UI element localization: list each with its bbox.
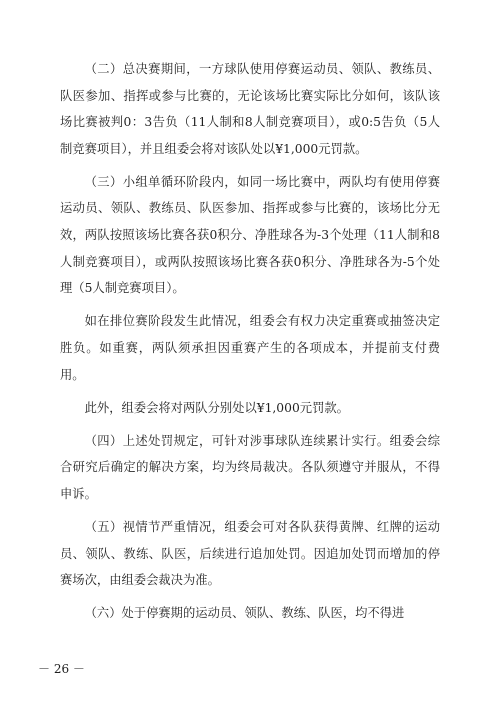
paragraph-ranking-stage: 如在排位赛阶段发生此情况，组委会有权力决定重赛或抽签决定胜负。如重赛，两队须承担因重赛产生的各项成本，并提前支付费用。	[60, 314, 440, 382]
document-body	[60, 56, 440, 633]
paragraph-penalty-6: （六）处于停赛期的运动员、领队、教练、队医，均不得进	[84, 606, 405, 621]
paragraph-penalty-2: （二）总决赛期间，一方球队使用停赛运动员、领队、教练员、队医参加、指挥或参与比赛的，无论该场比赛实际比分如何，该队该场比赛被判0：3告负（11人制和8人制竞赛项目），或0:5告负（5人制竞赛项目），并且组委会将对该队处以¥1,000元罚款。	[60, 62, 440, 156]
page-number: － 26 －	[38, 662, 85, 676]
paragraph-penalty-5: （五）视情节严重情况，组委会可对各队获得黄牌、红牌的运动员、领队、教练、队医，后续进行追加处罚。因追加处罚而增加的停赛场次，由组委会裁决为准。	[60, 520, 440, 588]
paragraph-fine: 此外，组委会将对两队分别处以¥1,000元罚款。	[84, 400, 349, 415]
paragraph-penalty-3: （三）小组单循环阶段内，如同一场比赛中，两队均有使用停赛运动员、领队、教练员、队医参加、指挥或参与比赛的，该场比分无效，两队按照该场比赛各获0积分、净胜球各为-3个处理（11人制和8人制竞赛项目），或两队按照该场比赛各获0积分、净胜球各为-5个处理（5人制竞赛项目）。	[60, 174, 440, 296]
paragraph-penalty-4: （四）上述处罚规定，可针对涉事球队连续累计实行。组委会综合研究后确定的解决方案，均为终局裁决。各队须遵守并服从，不得申诉。	[60, 433, 440, 501]
